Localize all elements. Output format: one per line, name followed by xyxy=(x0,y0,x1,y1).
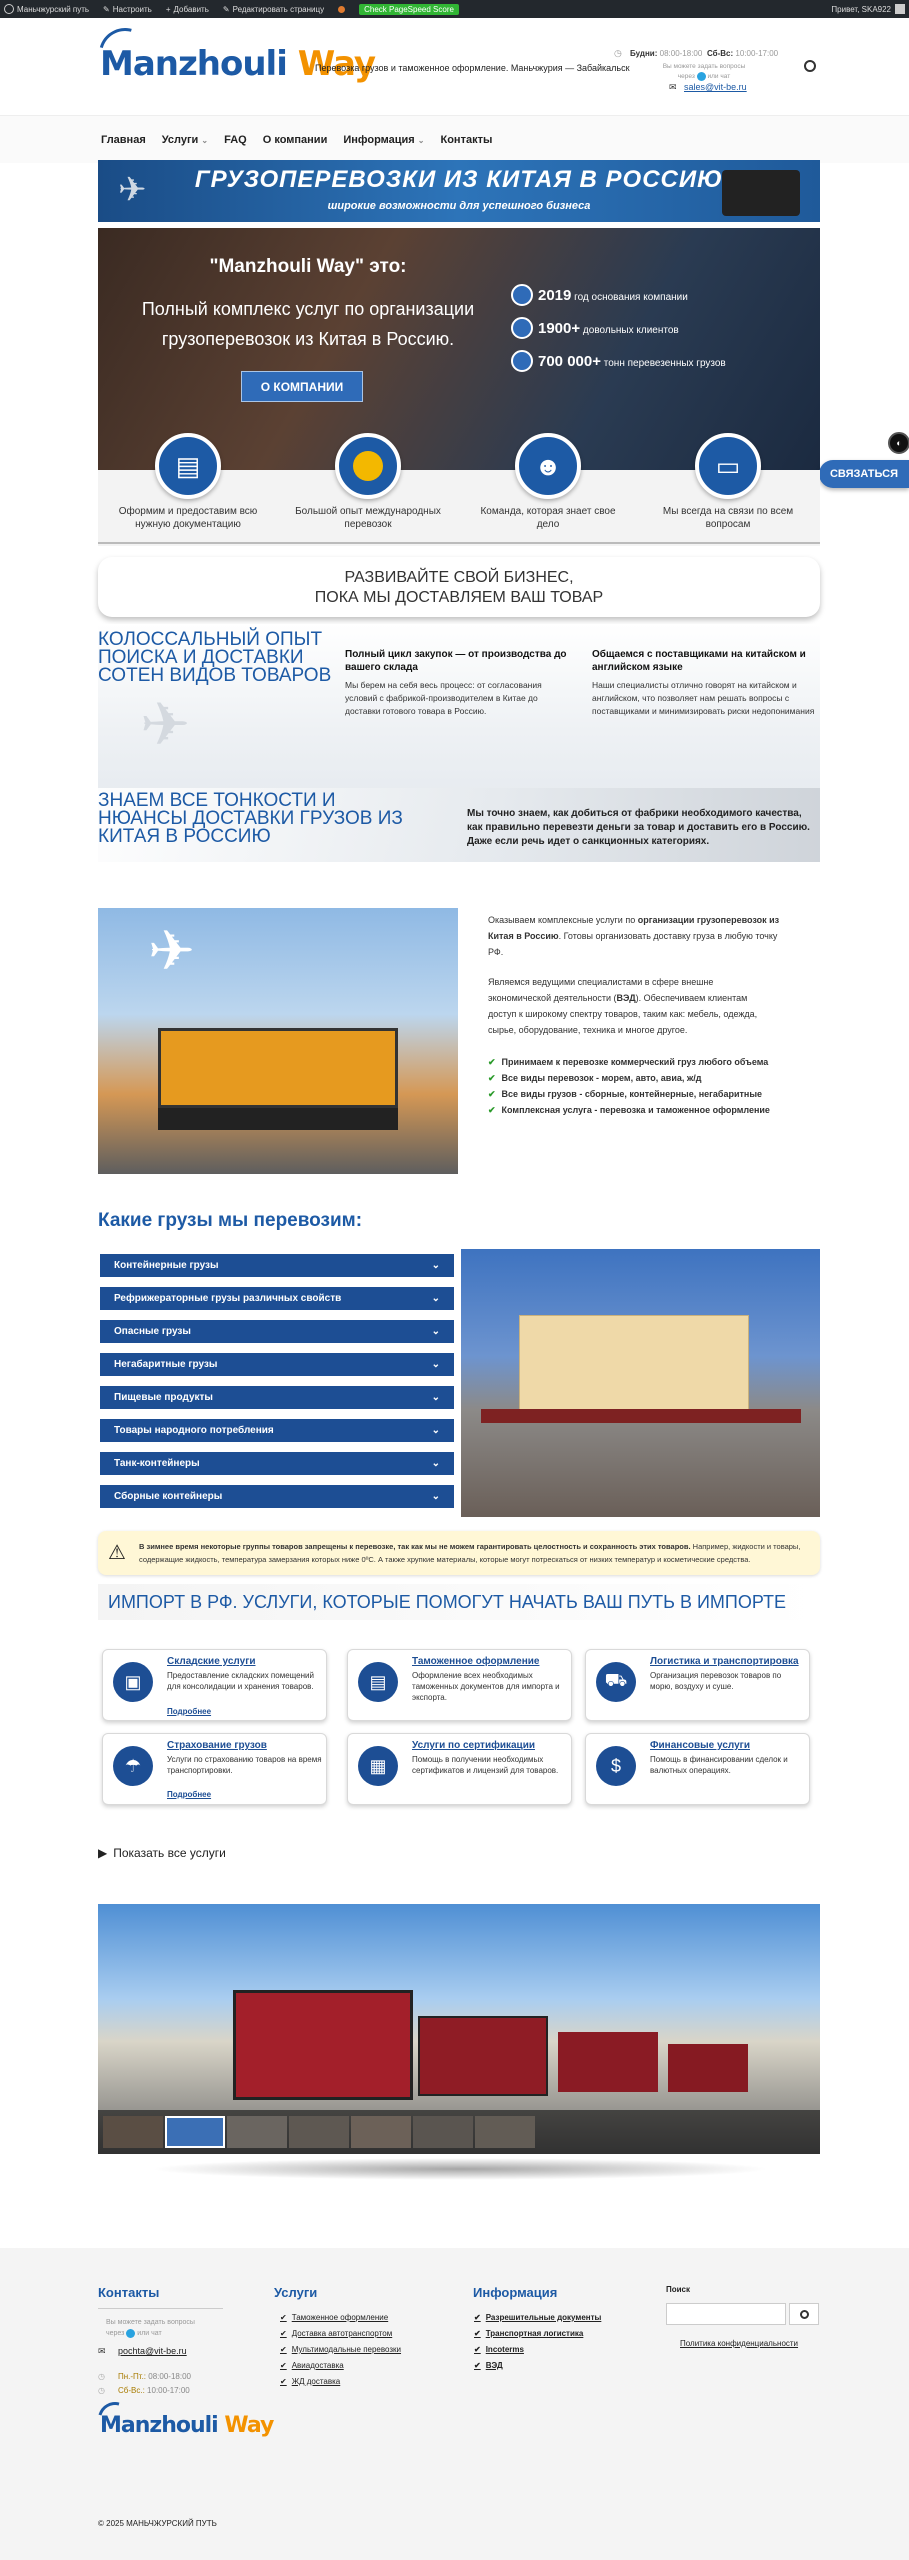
main-nav xyxy=(101,134,508,146)
check-icon: ✔ xyxy=(474,2345,481,2354)
team-icon: ☻ xyxy=(515,433,581,499)
accordion-dangerous-cargo[interactable]: Опасные грузы ⌄ xyxy=(98,1318,456,1345)
check-icon: ✔ xyxy=(280,2329,287,2338)
insurance-icon: ☂ xyxy=(113,1746,153,1786)
winter-warning xyxy=(98,1531,820,1575)
admin-customize-link[interactable]: ✎ Настроить xyxy=(103,4,152,14)
nav-services[interactable]: Услуги ⌄ xyxy=(161,134,209,146)
truck-icon: ⛟ xyxy=(596,1662,636,1702)
footer-info-link[interactable]: ✔ Транспортная логистика xyxy=(474,2329,584,2338)
experience-heading: КОЛОССАЛЬНЫЙ ОПЫТ ПОИСКА И ДОСТАВКИ СОТЕН ВИДОВ ТОВАРОВ xyxy=(98,629,332,686)
checkmark-icon: ✔ xyxy=(488,1057,496,1067)
accordion-tank-containers[interactable]: Танк-контейнеры ⌄ xyxy=(98,1450,456,1477)
service-desc: Предоставление складских помещений для консолидации и хранения товаров. xyxy=(167,1671,314,1691)
accordion-consumer-goods[interactable]: Товары народного потребления ⌄ xyxy=(98,1417,456,1444)
footer-hours-weekend: Сб-Вс.: 10:00-17:00 xyxy=(118,2386,190,2395)
hero-text: Полный комплекс услуг по организации грузоперевозок из Китая в Россию. xyxy=(141,299,475,349)
import-heading: ИМПОРТ В РФ. УСЛУГИ, КОТОРЫЕ ПОМОГУТ НАЧАТЬ ВАШ ПУТЬ В ИМПОРТЕ xyxy=(108,1592,787,1612)
chevron-down-icon: ⌄ xyxy=(431,1491,440,1502)
pencil-icon: ✎ xyxy=(222,4,230,14)
chevron-down-icon: ⌄ xyxy=(431,1260,440,1271)
chevron-down-icon: ⌄ xyxy=(431,1392,440,1403)
footer-ask: Вы можете задать вопросы через или чат xyxy=(106,2319,195,2337)
cargo-heading: Какие грузы мы перевозим: xyxy=(98,1210,363,1231)
check-item: ✔ Все виды перевозок - морем, авто, авиа, ж/д xyxy=(488,1073,702,1083)
copyright: © 2025 МАНЬЧЖУРСКИЙ ПУТЬ xyxy=(98,2519,217,2528)
triangle-right-icon: ▶ xyxy=(98,1846,108,1860)
check-icon: ✔ xyxy=(280,2361,287,2370)
service-card-certification[interactable] xyxy=(347,1733,572,1805)
footer-services-list xyxy=(280,2313,401,2393)
accordion-consolidated-containers[interactable]: Сборные контейнеры ⌄ xyxy=(98,1483,456,1510)
pagespeed-button[interactable]: Check PageSpeed Score xyxy=(359,4,459,15)
footer-info-link[interactable]: ✔ ВЭД xyxy=(474,2361,503,2370)
service-card-customs[interactable] xyxy=(347,1649,572,1721)
footer-service-link[interactable]: ✔ Доставка автотранспортом xyxy=(280,2329,393,2338)
footer-info-link[interactable]: ✔ Incoterms xyxy=(474,2345,524,2354)
chevron-down-icon: ⌄ xyxy=(431,1425,440,1436)
truck-icon xyxy=(158,1028,398,1108)
footer-divider xyxy=(98,2308,223,2309)
warning-icon: ⚠ xyxy=(108,1542,126,1564)
service-title: Логистика и транспортировка xyxy=(650,1656,799,1667)
show-all-services-toggle[interactable]: ▶ Показать все услуги xyxy=(98,1846,226,1860)
nuances-heading: ЗНАЕМ ВСЕ ТОНКОСТИ И НЮАНСЫ ДОСТАВКИ ГРУЗОВ ИЗ КИТАЯ В РОССИЮ xyxy=(98,790,403,847)
service-desc: Организация перевозок товаров по морю, воздуху и суше. xyxy=(650,1671,782,1691)
check-icon: ✔ xyxy=(474,2361,481,2370)
search-icon[interactable] xyxy=(804,60,816,72)
ask-text: Вы можете задать вопросы через или чат xyxy=(662,63,746,81)
check-icon: ✔ xyxy=(280,2345,287,2354)
cargo-crates xyxy=(519,1315,749,1411)
footer-email-link[interactable]: pochta@vit-be.ru xyxy=(118,2346,187,2356)
service-title: Финансовые услуги xyxy=(650,1740,750,1751)
hours-weekend: Сб-Вс: 10:00-17:00 xyxy=(707,49,779,58)
service-card-logistics[interactable] xyxy=(585,1649,810,1721)
service-more-link[interactable]: Подробнее xyxy=(167,1790,212,1799)
email-icon: ✉ xyxy=(669,82,677,92)
feature-docs: Оформим и предоставим всю нужную документацию xyxy=(118,506,258,530)
banner-subtitle: широкие возможности для успешного бизнеса xyxy=(327,200,591,212)
chevron-down-icon: ⌄ xyxy=(431,1458,440,1469)
accordion-container-cargo[interactable]: Контейнерные грузы ⌄ xyxy=(98,1252,456,1279)
fleet-slider[interactable] xyxy=(98,1904,820,2154)
checkmark-icon: ✔ xyxy=(488,1105,496,1115)
hero-heading: "Manzhouli Way" это: xyxy=(209,256,407,277)
chevron-down-icon: ⌄ xyxy=(431,1326,440,1337)
service-title: Услуги по сертификации xyxy=(412,1740,536,1751)
brush-icon: ✎ xyxy=(103,4,110,14)
service-more-link[interactable]: Подробнее xyxy=(167,1707,212,1716)
feature-support: Мы всегда на связи по всем вопросам xyxy=(662,506,794,530)
airplane-icon: ✈ xyxy=(140,691,191,758)
calendar-icon xyxy=(511,284,533,306)
nav-contacts[interactable]: Контакты xyxy=(440,134,493,146)
about-company-button[interactable]: О КОМПАНИИ xyxy=(241,371,363,402)
accordion-food-products[interactable]: Пищевые продукты ⌄ xyxy=(98,1384,456,1411)
weight-icon xyxy=(511,350,533,372)
language-title: Общаемся с поставщиками на китайском и английском языке xyxy=(592,649,806,673)
service-title: Таможенное оформление xyxy=(412,1656,540,1667)
search-icon xyxy=(800,2310,809,2319)
avatar[interactable] xyxy=(895,4,905,14)
red-truck xyxy=(668,2044,748,2092)
thumbnail[interactable] xyxy=(475,2116,535,2148)
oversized-cargo-image xyxy=(461,1249,820,1517)
feature-experience: Большой опыт международных перевозок xyxy=(295,506,441,530)
nav-info[interactable]: Информация ⌄ xyxy=(343,134,425,146)
thumbnail-active[interactable] xyxy=(165,2116,225,2148)
clock-icon: ◷ xyxy=(98,2386,105,2395)
telegram-icon[interactable] xyxy=(126,2329,135,2338)
admin-edit-link[interactable]: ✎ Редактировать страницу xyxy=(222,4,325,14)
about-paragraph-2: Являемся ведущими специалистами в сфере внешне экономической деятельности (ВЭД). Обеспечиваем клиентам доступ к широкому спектру товаров, таким как: мебель, одежда, сырье, оборудование, техника и многое другое. xyxy=(488,977,758,1035)
chevron-down-icon: ⌄ xyxy=(417,136,425,145)
thumbnail[interactable] xyxy=(413,2116,473,2148)
red-truck xyxy=(233,1990,413,2100)
footer-service-link[interactable]: ✔ Мультимодальные перевозки xyxy=(280,2345,402,2354)
slogan-box xyxy=(98,557,820,617)
monitor-icon: ▭ xyxy=(695,433,761,499)
contact-floating-button[interactable]: СВЯЗАТЬСЯ xyxy=(819,460,909,488)
checkmark-icon: ✔ xyxy=(488,1073,496,1083)
telegram-icon[interactable] xyxy=(697,72,706,81)
accordion-oversized-cargo[interactable]: Негабаритные грузы ⌄ xyxy=(98,1351,456,1378)
nav-faq[interactable]: FAQ xyxy=(224,134,247,146)
truck-airplane-image xyxy=(98,908,458,1174)
service-desc: Оформление всех необходимых таможенных документов для импорта и экспорта. xyxy=(412,1671,560,1702)
privacy-policy-link[interactable]: Политика конфиденциальности xyxy=(680,2339,799,2348)
service-title: Складские услуги xyxy=(167,1656,256,1667)
check-item: ✔ Принимаем к перевозке коммерческий груз любого объема xyxy=(488,1057,769,1067)
about-checklist xyxy=(488,1057,788,1116)
feature-team: Команда, которая знает свое дело xyxy=(480,506,616,530)
dollar-icon: $ xyxy=(596,1746,636,1786)
chevron-down-icon: ⌄ xyxy=(431,1359,440,1370)
check-icon: ✔ xyxy=(280,2377,287,2386)
footer-info-link[interactable]: ✔ Разрешительные документы xyxy=(474,2313,602,2322)
header-email-link[interactable]: sales@vit-be.ru xyxy=(684,82,747,92)
divider xyxy=(98,542,820,544)
footer-info-list xyxy=(474,2313,601,2377)
email-icon: ✉ xyxy=(98,2346,106,2356)
truck-chassis xyxy=(158,1108,398,1130)
clock-icon: ◷ xyxy=(98,2372,105,2381)
book-icon: ▤ xyxy=(155,433,221,499)
about-paragraph-1: Оказываем комплексные услуги по организации грузоперевозок из Китая в Россию. Готовы организовать доставку груза в любую точку РФ. xyxy=(488,915,780,957)
check-icon: ✔ xyxy=(280,2313,287,2322)
service-desc: Помощь в получении необходимых сертификатов и лицензий для товаров. xyxy=(412,1755,559,1775)
service-card-finance[interactable] xyxy=(585,1733,810,1805)
check-icon: ✔ xyxy=(474,2313,481,2322)
airplane-icon: ✈ xyxy=(148,919,195,982)
nav-about[interactable]: О компании xyxy=(262,134,328,146)
nuances-text: Мы точно знаем, как добиться от фабрики необходимого качества, как правильно перевезти деньги за товар и доставить его в Россию. Даже если речь идет о санкционных категориях. xyxy=(467,808,810,847)
footer-info-title: Информация xyxy=(473,2285,558,2300)
slogan-line1: РАЗВИВАЙТЕ СВОЙ БИЗНЕС, xyxy=(344,569,574,586)
banner-title: ГРУЗОПЕРЕВОЗКИ ИЗ КИТАЯ В РОССИЮ xyxy=(194,166,724,193)
site-logo[interactable]: Manzhouli Way xyxy=(100,44,376,84)
thumbnail[interactable] xyxy=(103,2116,163,2148)
thumbnail[interactable] xyxy=(351,2116,411,2148)
stat-founded: 2019 год основания компании xyxy=(538,287,688,304)
slogan-line2: ПОКА МЫ ДОСТАВЛЯЕМ ВАШ ТОВАР xyxy=(314,589,604,606)
clients-icon xyxy=(511,317,533,339)
footer-service-link[interactable]: ✔ ЖД доставка xyxy=(280,2377,341,2386)
footer-logo[interactable]: Manzhouli Way xyxy=(100,2413,274,2438)
footer-search-input[interactable] xyxy=(666,2303,786,2325)
footer-service-link[interactable]: ✔ Авиадоставка xyxy=(280,2361,344,2370)
procurement-text: Мы берем на себя весь процесс: от согласования условий с фабрикой-производителем в Китае до доставки готового товара в Россию. xyxy=(345,680,542,716)
clock-icon: ◷ xyxy=(614,48,622,58)
red-truck xyxy=(558,2032,658,2092)
footer-contacts-title: Контакты xyxy=(98,2285,160,2300)
red-truck xyxy=(418,2016,548,2096)
box-icon: ▣ xyxy=(113,1662,153,1702)
globe-icon xyxy=(335,433,401,499)
service-title: Страхование грузов xyxy=(167,1740,267,1751)
document-icon: ▤ xyxy=(358,1662,398,1702)
checkmark-icon: ✔ xyxy=(488,1089,496,1099)
warning-text: В зимнее время некоторые группы товаров запрещены к перевозке, так как мы не можем гарантировать целостность и сохранность этих товаров. Например, жидкости и товары, содержащие жидкость, температура замерзания которых ниже 0ºС. А также хрупкие материалы, которые могут потрескаться от низких температур и косметические средства. xyxy=(139,1542,801,1564)
chevron-down-icon: ⌄ xyxy=(431,1293,440,1304)
hero-section xyxy=(98,228,820,470)
language-text: Наши специалисты отлично говорят на китайском и английском, что позволяет нам решать вопросы с поставщиками и минимизировать риски недопонимания xyxy=(592,680,815,716)
thumbnail[interactable] xyxy=(289,2116,349,2148)
admin-add-link[interactable]: + Добавить xyxy=(165,4,209,14)
check-item: ✔ Комплексная услуга - перевозка и таможенное оформление xyxy=(488,1105,770,1115)
stat-clients: 1900+ довольных клиентов xyxy=(538,320,679,337)
admin-bar xyxy=(0,0,909,18)
clipboard-icon: ▦ xyxy=(358,1746,398,1786)
hero-banner xyxy=(98,160,820,222)
procurement-title: Полный цикл закупок — от производства до вашего склада xyxy=(345,649,567,673)
service-desc: Помощь в финансировании сделок и валютных операциях. xyxy=(650,1755,788,1775)
wordpress-icon xyxy=(4,4,14,14)
accordion-refrigerated-cargo[interactable]: Рефрижераторные грузы различных свойств ⌄ xyxy=(98,1285,456,1312)
service-desc: Услуги по страхованию товаров на время транспортировки. xyxy=(167,1755,322,1775)
service-card-warehouse[interactable] xyxy=(102,1649,327,1721)
accessibility-icon[interactable]: ◐ xyxy=(888,432,909,454)
footer-services-title: Услуги xyxy=(274,2285,318,2300)
check-icon: ✔ xyxy=(474,2329,481,2338)
trailer-bed xyxy=(481,1409,801,1423)
thumbnail[interactable] xyxy=(227,2116,287,2148)
seo-status-icon[interactable] xyxy=(338,6,345,13)
admin-greeting[interactable]: Привет, SKA922 xyxy=(831,4,891,14)
admin-site-link[interactable]: Маньчжурский путь xyxy=(4,4,89,14)
footer-search-button[interactable] xyxy=(789,2303,819,2325)
site-tagline: Перевозка грузов и таможенное оформление. Маньчжурия — Забайкальск xyxy=(315,63,630,73)
hours-weekdays: Будни: 08:00-18:00 xyxy=(630,49,703,58)
service-card-insurance[interactable] xyxy=(102,1733,327,1805)
slider-shadow xyxy=(150,2158,770,2180)
airplane-icon: ✈ xyxy=(118,171,147,209)
nav-home[interactable]: Главная xyxy=(101,134,146,146)
footer-search-label: Поиск xyxy=(666,2285,691,2294)
footer-hours-weekdays: Пн.-Пт.: 08:00-18:00 xyxy=(118,2372,191,2381)
check-item: ✔ Все виды грузов - сборные, контейнерные, негабаритные xyxy=(488,1089,763,1099)
stat-tonnage: 700 000+ тонн перевезенных грузов xyxy=(538,353,726,370)
footer-service-link[interactable]: ✔ Таможенное оформление xyxy=(280,2313,389,2322)
plus-icon: + xyxy=(165,4,171,14)
chevron-down-icon: ⌄ xyxy=(201,136,209,145)
